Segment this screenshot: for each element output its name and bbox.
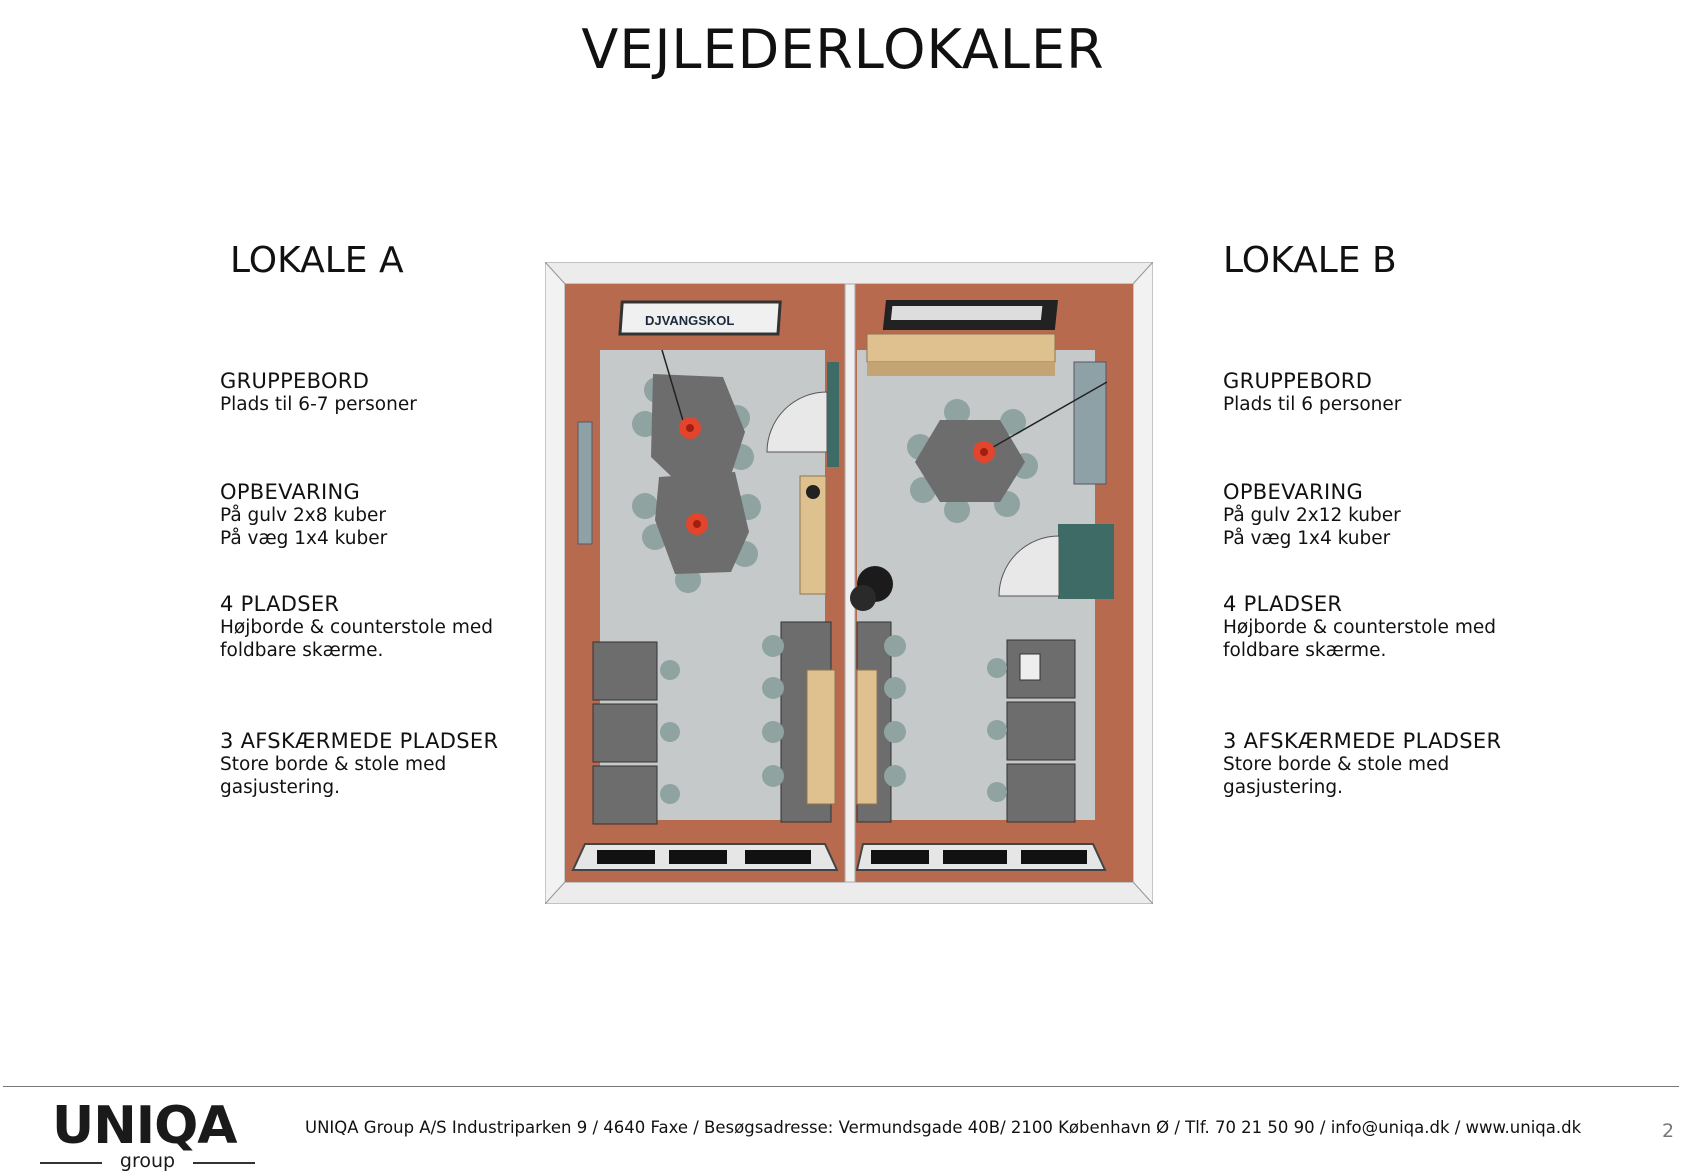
section-line: Store borde & stole med — [1223, 754, 1450, 775]
footer-contact-text: UNIQA Group A/S Industriparken 9 / 4640 Faxe / Besøgsadresse: Vermundsgade 40B/ 2100 København Ø / Tlf. 70 21 50 90 / info@uniqa.dk / www.uniqa.dk — [305, 1118, 1582, 1137]
logo-subtitle: group — [119, 1150, 176, 1172]
frame-left — [545, 262, 565, 904]
section-heading: 4 PLADSER — [1223, 592, 1343, 616]
plant-leaves — [850, 585, 876, 611]
room-a-title: LOKALE A — [230, 240, 404, 281]
room-a-section-group-table — [220, 369, 417, 416]
section-line: På væg 1x4 kuber — [1223, 528, 1391, 549]
door-panel-b — [1058, 524, 1114, 599]
room-b-section-3-screened — [1223, 729, 1543, 799]
section-line: gasjustering. — [220, 777, 340, 798]
floorplan — [545, 262, 1153, 904]
storage-shelf-b-front — [867, 362, 1055, 376]
storage-shelf-b — [867, 334, 1055, 362]
screened-desks-a — [593, 642, 680, 824]
screened-desks-b — [987, 640, 1075, 822]
wall-board-b — [1074, 362, 1106, 484]
wall-board-a — [578, 422, 592, 544]
section-heading: 3 AFSKÆRMEDE PLADSER — [220, 729, 499, 753]
section-heading: GRUPPEBORD — [220, 369, 370, 393]
section-heading: 4 PLADSER — [220, 592, 340, 616]
section-line: På væg 1x4 kuber — [220, 528, 388, 549]
room-b-section-group-table — [1223, 369, 1401, 416]
room-b-title: LOKALE B — [1223, 240, 1397, 281]
sign-a-text: DJVANGSKOL — [645, 313, 735, 328]
bin-icon — [806, 485, 820, 499]
section-line: Plads til 6 personer — [1223, 394, 1402, 415]
uniqa-logo — [40, 1098, 255, 1171]
logo-wordmark: UNIQA — [52, 1096, 237, 1156]
section-line: Højborde & counterstole med — [1223, 617, 1496, 638]
footer-divider — [3, 1086, 1679, 1087]
frame-bottom — [545, 882, 1153, 904]
section-line: På gulv 2x12 kuber — [1223, 505, 1401, 526]
section-heading: OPBEVARING — [1223, 480, 1364, 504]
section-line: Store borde & stole med — [220, 754, 447, 775]
page-number: 2 — [1662, 1120, 1675, 1142]
section-line: Plads til 6-7 personer — [220, 394, 417, 415]
door-panel-a — [827, 362, 839, 467]
section-line: foldbare skærme. — [220, 640, 384, 661]
room-a-section-3-screened — [220, 729, 540, 799]
divider-wall — [845, 284, 855, 882]
room-a-section-4-seats — [220, 592, 540, 662]
section-heading: 3 AFSKÆRMEDE PLADSER — [1223, 729, 1502, 753]
section-heading: OPBEVARING — [220, 480, 361, 504]
section-line: Højborde & counterstole med — [220, 617, 493, 638]
sign-b-panel — [891, 306, 1042, 320]
frame-right — [1133, 262, 1153, 904]
logo-rule-right — [193, 1162, 255, 1164]
frame-top — [545, 262, 1153, 284]
page-title: VEJLEDERLOKALER — [581, 18, 1105, 81]
section-line: På gulv 2x8 kuber — [220, 505, 386, 526]
section-line: gasjustering. — [1223, 777, 1343, 798]
section-line: foldbare skærme. — [1223, 640, 1387, 661]
room-b-section-4-seats — [1223, 592, 1543, 662]
room-b-section-storage — [1223, 480, 1401, 550]
section-heading: GRUPPEBORD — [1223, 369, 1373, 393]
room-a-section-storage — [220, 480, 387, 550]
